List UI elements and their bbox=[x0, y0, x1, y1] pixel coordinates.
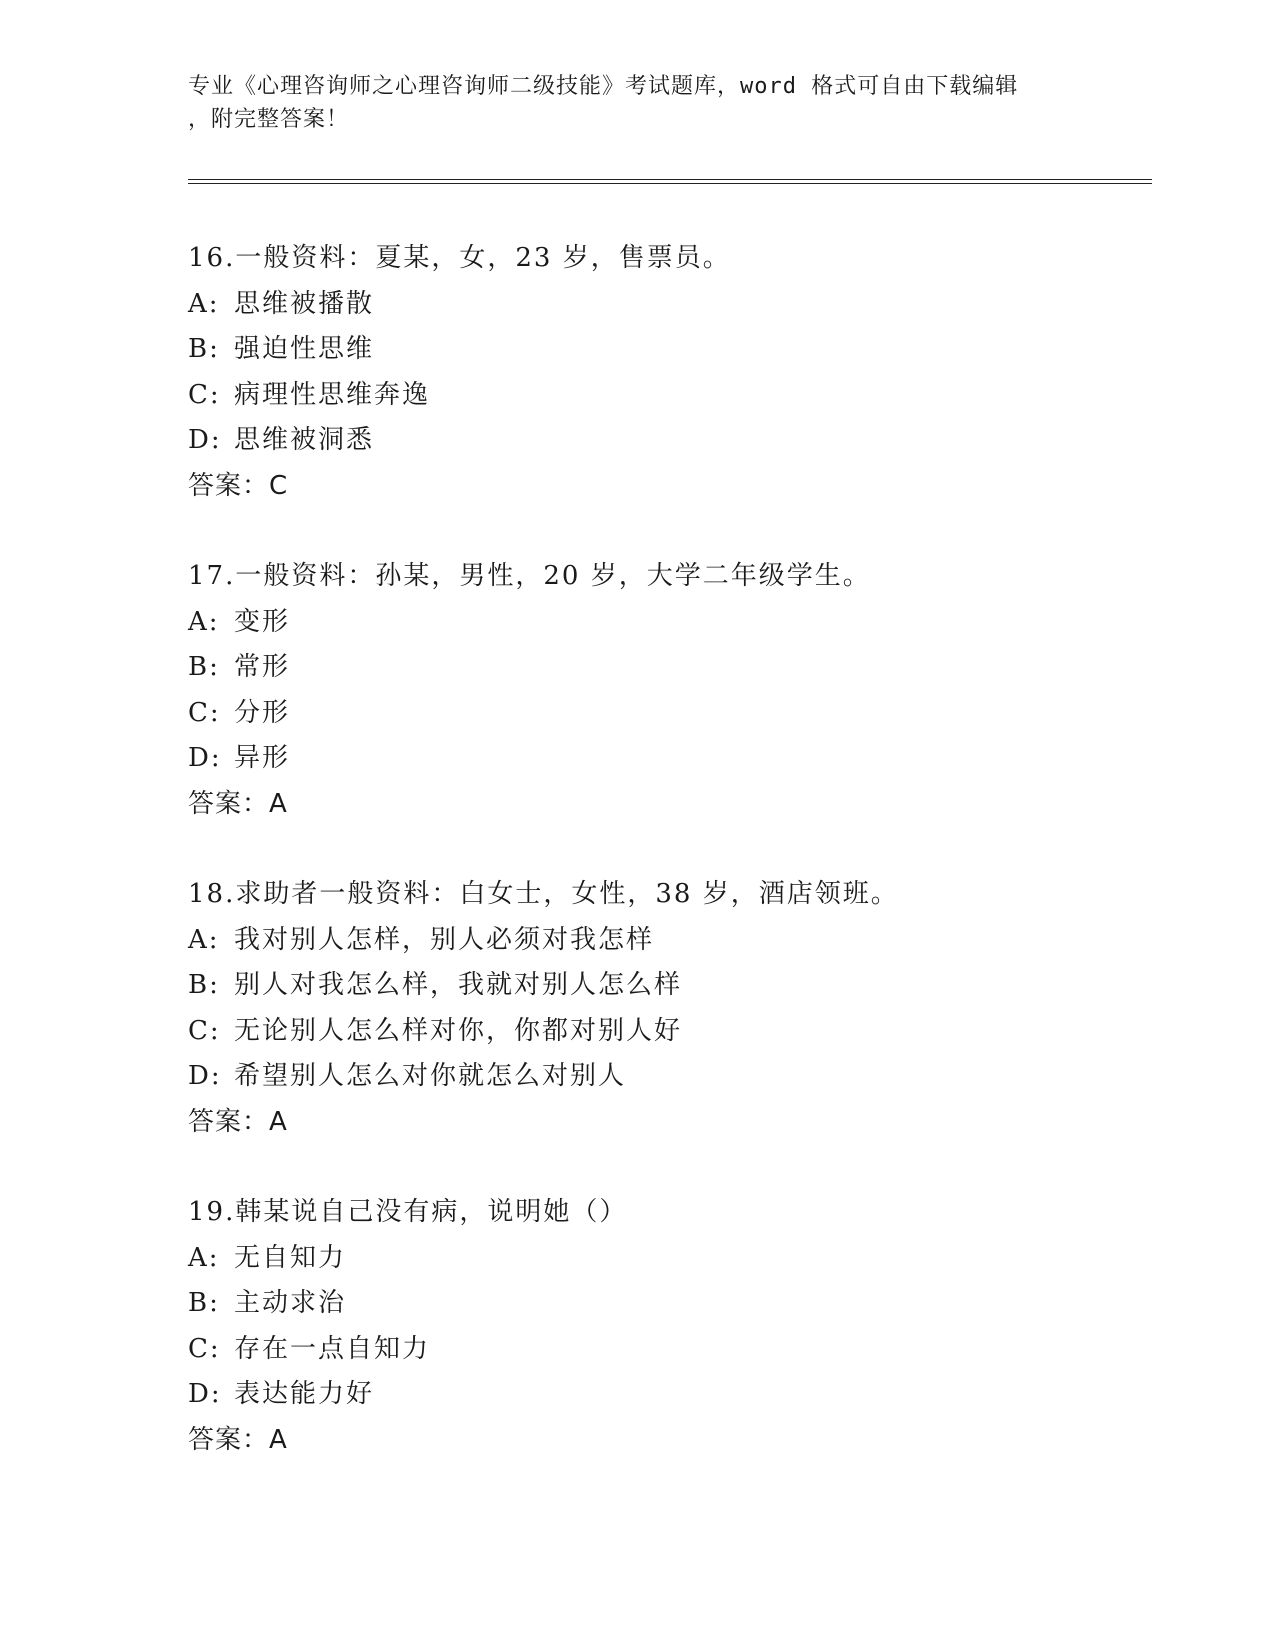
option-a bbox=[188, 1236, 1138, 1282]
option-d bbox=[188, 1372, 1138, 1418]
option-text: 我对别人怎样，别人必须对我怎样 bbox=[234, 924, 655, 955]
answer-value: A bbox=[269, 1424, 288, 1455]
option-label: C: bbox=[188, 379, 221, 410]
option-text: 别人对我怎么样，我就对别人怎么样 bbox=[234, 970, 683, 1000]
option-b bbox=[188, 1281, 1138, 1327]
option-d bbox=[188, 1054, 1138, 1100]
question-stem: 18.求助者一般资料：白女士，女性，38 岁，酒店领班。 bbox=[188, 879, 899, 909]
option-label: B: bbox=[188, 970, 220, 1000]
option-text: 无论别人怎么样对你，你都对别人好 bbox=[234, 1015, 683, 1046]
option-text: 主动求治 bbox=[234, 1288, 347, 1318]
question-stem: 17.一般资料：孙某，男性，20 岁，大学二年级学生。 bbox=[188, 561, 871, 591]
option-d bbox=[188, 418, 1138, 464]
question-list bbox=[188, 236, 1138, 1508]
option-text: 希望别人怎么对你就怎么对别人 bbox=[234, 1061, 627, 1091]
option-label: D: bbox=[188, 1379, 222, 1409]
option-b bbox=[188, 645, 1138, 691]
option-label: B: bbox=[188, 652, 220, 682]
option-c bbox=[188, 1327, 1138, 1373]
option-label: C: bbox=[188, 697, 221, 728]
option-label: C: bbox=[188, 1333, 221, 1364]
answer-value: A bbox=[269, 1106, 288, 1137]
option-label: A: bbox=[188, 924, 220, 955]
option-label: B: bbox=[188, 334, 220, 364]
option-label: D: bbox=[188, 425, 222, 455]
answer-prefix: 答案： bbox=[188, 470, 270, 501]
option-label: A: bbox=[188, 288, 220, 319]
header-divider bbox=[188, 179, 1152, 184]
option-text: 常形 bbox=[234, 652, 291, 682]
option-c bbox=[188, 691, 1138, 737]
answer-line bbox=[188, 782, 1138, 828]
option-text: 无自知力 bbox=[234, 1242, 347, 1273]
option-a bbox=[188, 600, 1138, 646]
option-text: 分形 bbox=[234, 697, 291, 728]
option-text: 病理性思维奔逸 bbox=[234, 379, 431, 410]
option-b bbox=[188, 963, 1138, 1009]
answer-prefix: 答案： bbox=[188, 788, 270, 819]
question-19 bbox=[188, 1190, 1138, 1463]
answer-prefix: 答案： bbox=[188, 1106, 270, 1137]
question-16 bbox=[188, 236, 1138, 509]
option-text: 异形 bbox=[234, 743, 291, 773]
option-a bbox=[188, 282, 1138, 328]
answer-value: C bbox=[269, 470, 289, 501]
header-line-2: ，附完整答案！ bbox=[188, 107, 350, 132]
option-text: 变形 bbox=[234, 606, 291, 637]
answer-value: A bbox=[269, 788, 288, 819]
option-b bbox=[188, 327, 1138, 373]
question-stem: 16.一般资料：夏某，女，23 岁，售票员。 bbox=[188, 243, 731, 273]
option-c bbox=[188, 1009, 1138, 1055]
option-label: A: bbox=[188, 1242, 220, 1273]
option-a bbox=[188, 918, 1138, 964]
option-label: B: bbox=[188, 1288, 220, 1318]
answer-prefix: 答案： bbox=[188, 1424, 270, 1455]
option-c bbox=[188, 373, 1138, 419]
option-text: 强迫性思维 bbox=[234, 334, 375, 364]
answer-line bbox=[188, 464, 1138, 510]
option-text: 思维被洞悉 bbox=[234, 425, 375, 455]
question-18 bbox=[188, 872, 1138, 1145]
option-label: D: bbox=[188, 743, 222, 773]
answer-line bbox=[188, 1418, 1138, 1464]
option-text: 存在一点自知力 bbox=[234, 1333, 431, 1364]
option-label: D: bbox=[188, 1061, 222, 1091]
option-text: 表达能力好 bbox=[234, 1379, 375, 1409]
option-d bbox=[188, 736, 1138, 782]
option-text: 思维被播散 bbox=[234, 288, 375, 319]
option-label: C: bbox=[188, 1015, 221, 1046]
question-17 bbox=[188, 554, 1138, 827]
document-header bbox=[188, 70, 1088, 136]
option-label: A: bbox=[188, 606, 220, 637]
question-stem: 19.韩某说自己没有病，说明她（） bbox=[188, 1197, 628, 1227]
header-line-1: 专业《心理咨询师之心理咨询师二级技能》考试题库，word 格式可自由下载编辑 bbox=[188, 74, 1019, 99]
answer-line bbox=[188, 1100, 1138, 1146]
